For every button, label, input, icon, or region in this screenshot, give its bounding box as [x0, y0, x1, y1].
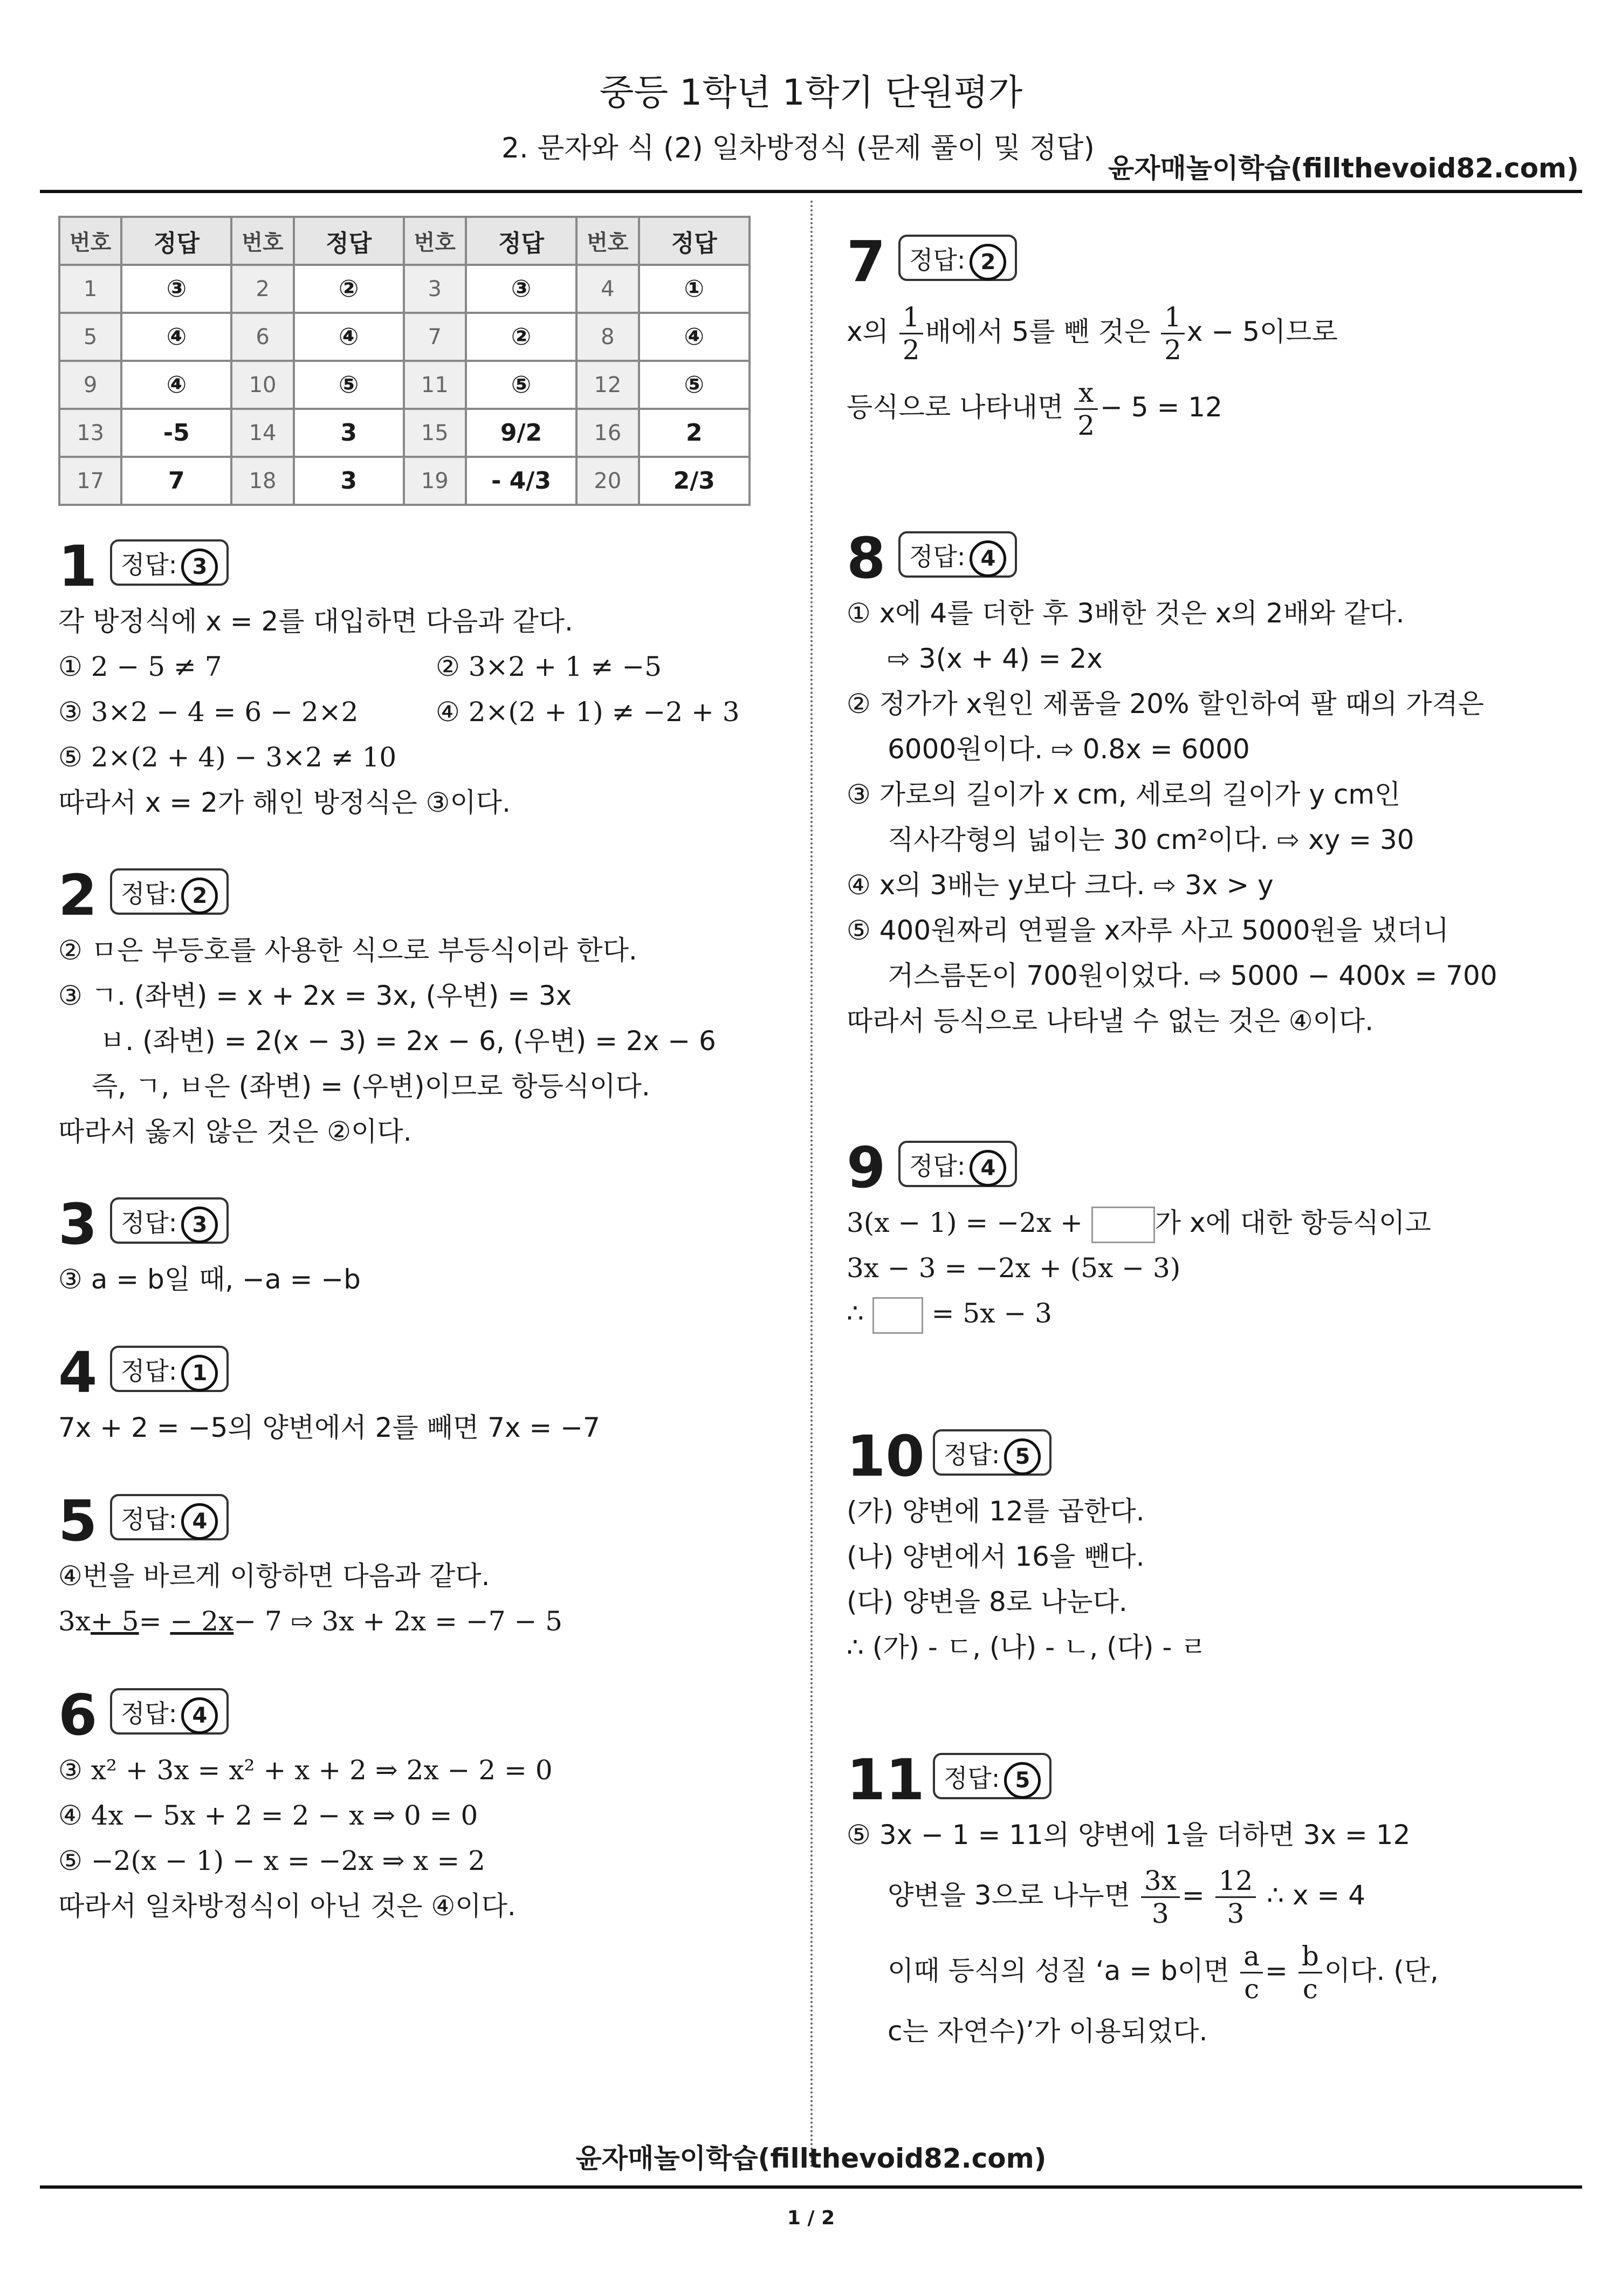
- denominator: 2: [1077, 410, 1095, 441]
- answer-value: ⑤: [294, 361, 404, 409]
- numerator: 3x: [1141, 1865, 1180, 1898]
- answer-circle: 4: [181, 1503, 218, 1540]
- solution-line: ⇨ 3(x + 4) = 2x: [888, 643, 1103, 674]
- answer-number: 10: [231, 361, 293, 409]
- header-divider: [40, 190, 1582, 193]
- numerator: 1: [1161, 301, 1185, 334]
- text-part: 이다. (단,: [1324, 1955, 1439, 1986]
- solution-line: 따라서 옳지 않은 것은 ②이다.: [58, 1116, 412, 1147]
- answer-number: 11: [404, 361, 466, 409]
- answer-number: 20: [576, 457, 638, 505]
- answer-circle: 5: [1004, 1762, 1041, 1799]
- table-row: [59, 457, 750, 505]
- header-brand: 윤자매놀이학습(fillthevoid82.com): [1108, 153, 1579, 184]
- answer-badge: [933, 1753, 1051, 1799]
- answer-value: 9/2: [466, 409, 576, 457]
- footer-brand: 윤자매놀이학습(fillthevoid82.com): [575, 2143, 1047, 2174]
- question-number: 3: [58, 1191, 98, 1257]
- solution-3: [58, 1192, 361, 1302]
- solution-line: ② ㅁ은 부등호를 사용한 식으로 부등식이라 한다.: [58, 935, 637, 966]
- text-part: =: [1181, 1880, 1213, 1911]
- answer-table: [58, 216, 751, 506]
- solution-4: [58, 1340, 600, 1450]
- answer-value: ④: [294, 313, 404, 361]
- answer-circle: 1: [181, 1355, 218, 1392]
- answer-circle: 4: [181, 1697, 218, 1734]
- answer-circle: 3: [181, 549, 218, 585]
- eq-part: − 7 ⇨ 3x + 2x = −7 − 5: [233, 1606, 563, 1637]
- text-part: 3(x − 1) = −2x +: [847, 1207, 1091, 1238]
- fraction: [1240, 1941, 1263, 2005]
- answer-value: ⑤: [639, 361, 750, 409]
- answer-number: 7: [404, 313, 466, 361]
- denominator: 2: [1164, 334, 1181, 366]
- answer-badge: [933, 1429, 1051, 1476]
- solution-line: ④ 4x − 5x + 2 = 2 − x ⇒ 0 = 0: [58, 1800, 478, 1831]
- answer-value: -5: [121, 409, 231, 457]
- solution-line: ④번을 바르게 이항하면 다음과 같다.: [58, 1560, 490, 1592]
- answer-label: 정답:: [909, 245, 966, 275]
- solution-line: [847, 1858, 1439, 1933]
- solution-5: [58, 1489, 562, 1644]
- question-number: 2: [58, 862, 98, 928]
- question-number: 9: [847, 1135, 886, 1201]
- numerator: b: [1298, 1941, 1322, 1973]
- solution-line: ∴ (가) - ㄷ, (나) - ㄴ, (다) - ㄹ: [847, 1632, 1207, 1663]
- option-1: ① 2 − 5 ≠ 7: [58, 651, 222, 682]
- answer-label: 정답:: [121, 1505, 177, 1534]
- answer-number: 16: [576, 409, 638, 457]
- solution-line: ⑤ 3x − 1 = 11의 양변에 1을 더하면 3x = 12: [847, 1819, 1411, 1850]
- answer-value: 3: [294, 457, 404, 505]
- answer-badge: [110, 539, 229, 586]
- page-title: 중등 1학년 1학기 단원평가: [599, 72, 1023, 113]
- eq-part: 3x: [58, 1606, 91, 1637]
- numerator: x: [1074, 377, 1098, 410]
- solution-line: [58, 1599, 562, 1644]
- option-5: ⑤ 2×(2 + 4) − 3×2 ≠ 10: [58, 742, 397, 773]
- solution-line: [58, 644, 740, 689]
- text-part: 양변을 3으로 나누면: [888, 1880, 1139, 1911]
- solution-line: ③ a = b일 때, −a = −b: [58, 1264, 361, 1295]
- answer-badge: [110, 868, 229, 915]
- text-part: x − 5이므로: [1186, 316, 1338, 347]
- answer-label: 정답:: [121, 550, 177, 579]
- col-ans-header: 정답: [294, 217, 404, 265]
- answer-badge: [898, 531, 1017, 578]
- fraction: [899, 301, 923, 366]
- table-row: [59, 313, 750, 361]
- solution-line: 따라서 일차방정식이 아닌 것은 ④이다.: [58, 1890, 516, 1922]
- solution-line: 7x + 2 = −5의 양변에서 2를 빼면 7x = −7: [58, 1412, 600, 1443]
- answer-number: 15: [404, 409, 466, 457]
- answer-label: 정답:: [944, 1440, 1000, 1469]
- text-part: =: [1265, 1955, 1296, 1986]
- page-subtitle: 2. 문자와 식 (2) 일차방정식 (문제 풀이 및 정답): [501, 132, 1095, 165]
- answer-circle: 2: [181, 878, 218, 914]
- col-ans-header: 정답: [639, 217, 750, 265]
- eq-part: =: [139, 1606, 170, 1637]
- solution-1: [58, 534, 740, 825]
- answer-badge: [110, 1346, 229, 1392]
- solution-line: 거스름돈이 700원이었다. ⇨ 5000 − 400x = 700: [888, 960, 1497, 991]
- question-number: 5: [58, 1488, 98, 1554]
- text-part: 이때 등식의 성질 ‘a = b이면: [888, 1955, 1239, 1986]
- answer-number: 19: [404, 457, 466, 505]
- answer-label: 정답:: [121, 1356, 177, 1386]
- solution-line: ③ ㄱ. (좌변) = x + 2x = 3x, (우변) = 3x: [58, 980, 572, 1011]
- solution-line: 따라서 x = 2가 해인 방정식은 ③이다.: [58, 787, 511, 818]
- solution-line: (다) 양변을 8로 나눈다.: [847, 1586, 1128, 1618]
- solution-line: ⑤ −2(x − 1) − x = −2x ⇒ x = 2: [58, 1845, 485, 1876]
- solution-line: 직사각형의 넓이는 30 cm²이다. ⇨ xy = 30: [888, 824, 1414, 855]
- solution-line: ㅂ. (좌변) = 2(x − 3) = 2x − 6, (우변) = 2x − 6: [99, 1025, 716, 1057]
- answer-value: ④: [121, 313, 231, 361]
- answer-number: 12: [576, 361, 638, 409]
- answer-table-header: [59, 217, 750, 265]
- text-part: − 5 = 12: [1100, 392, 1222, 423]
- answer-circle: 2: [970, 244, 1006, 280]
- solution-7: [847, 229, 1338, 445]
- solution-line: 따라서 등식으로 나타낼 수 없는 것은 ④이다.: [847, 1005, 1374, 1037]
- text-part: = 5x − 3: [931, 1298, 1052, 1329]
- numerator: a: [1240, 1941, 1263, 1973]
- text-part: x의: [847, 316, 897, 347]
- answer-value: 7: [121, 457, 231, 505]
- answer-number: 8: [576, 313, 638, 361]
- answer-number: 18: [231, 457, 293, 505]
- solution-8: [847, 526, 1497, 1044]
- solution-6: [58, 1683, 553, 1929]
- answer-label: 정답:: [944, 1764, 1000, 1793]
- table-row: [59, 409, 750, 457]
- fraction: [1298, 1941, 1322, 2005]
- fraction: [1141, 1865, 1180, 1929]
- answer-circle: 4: [970, 540, 1006, 577]
- answer-number: 1: [59, 265, 121, 313]
- answer-value: ⑤: [466, 361, 576, 409]
- answer-value: ③: [121, 265, 231, 313]
- solution-10: [847, 1424, 1207, 1670]
- question-number: 6: [58, 1682, 98, 1748]
- answer-number: 13: [59, 409, 121, 457]
- fraction: [1074, 377, 1098, 441]
- answer-circle: 4: [970, 1150, 1006, 1187]
- fraction: [1215, 1865, 1256, 1929]
- col-ans-header: 정답: [466, 217, 576, 265]
- text-part: ∴ x = 4: [1258, 1880, 1366, 1911]
- answer-number: 4: [576, 265, 638, 313]
- denominator: 3: [1152, 1898, 1169, 1929]
- question-number: 10: [847, 1423, 925, 1489]
- solution-line: ④ x의 3배는 y보다 크다. ⇨ 3x > y: [847, 869, 1274, 901]
- blank-box: [872, 1297, 923, 1334]
- solution-line: c는 자연수)’가 이용되었다.: [888, 2016, 1208, 2047]
- denominator: 3: [1227, 1898, 1245, 1929]
- answer-number: 17: [59, 457, 121, 505]
- answer-number: 3: [404, 265, 466, 313]
- solution-line: [847, 294, 1338, 369]
- answer-value: ②: [294, 265, 404, 313]
- fraction: [1161, 301, 1185, 366]
- answer-value: ③: [466, 265, 576, 313]
- col-ans-header: 정답: [121, 217, 231, 265]
- option-3: ③ 3×2 − 4 = 6 − 2×2: [58, 696, 359, 728]
- question-number: 8: [847, 525, 886, 591]
- answer-label: 정답:: [909, 1152, 966, 1181]
- answer-number: 5: [59, 313, 121, 361]
- answer-label: 정답:: [121, 879, 177, 908]
- question-number: 7: [847, 229, 886, 294]
- answer-circle: 5: [1004, 1438, 1041, 1475]
- solution-11: [847, 1747, 1439, 2054]
- question-number: 1: [58, 533, 98, 599]
- question-number: 11: [847, 1747, 925, 1813]
- therefore-symbol: ∴: [847, 1298, 872, 1329]
- answer-value: ②: [466, 313, 576, 361]
- question-number: 4: [58, 1340, 98, 1406]
- option-2: ② 3×2 + 1 ≠ −5: [436, 651, 662, 682]
- solution-line: (나) 양변에서 16을 뺀다.: [847, 1541, 1145, 1572]
- solution-line: 3x − 3 = −2x + (5x − 3): [847, 1252, 1181, 1284]
- answer-label: 정답:: [909, 542, 966, 571]
- solution-line: ② 정가가 x원인 제품을 20% 할인하여 팔 때의 가격은: [847, 688, 1484, 719]
- solution-line: ③ 가로의 길이가 x cm, 세로의 길이가 y cm인: [847, 779, 1401, 810]
- solution-line: [847, 369, 1338, 445]
- answer-circle: 3: [181, 1207, 218, 1243]
- solution-line: ① x에 4를 더한 후 3배한 것은 x의 2배와 같다.: [847, 598, 1405, 629]
- answer-value: ①: [639, 265, 750, 313]
- answer-badge: [898, 1141, 1017, 1187]
- text-part: 가 x에 대한 항등식이고: [1154, 1207, 1431, 1238]
- numerator: 12: [1215, 1865, 1256, 1898]
- answer-number: 6: [231, 313, 293, 361]
- solution-2: [58, 863, 716, 1154]
- page-number: 1 / 2: [787, 2207, 835, 2229]
- answer-value: 2/3: [639, 457, 750, 505]
- answer-value: ④: [121, 361, 231, 409]
- answer-badge: [110, 1688, 229, 1735]
- solution-line: 즉, ㄱ, ㅂ은 (좌변) = (우변)이므로 항등식이다.: [92, 1071, 650, 1102]
- solution-line: (가) 양변에 12를 곱한다.: [847, 1496, 1145, 1527]
- solution-9: [847, 1135, 1431, 1336]
- solution-line: 6000원이다. ⇨ 0.8x = 6000: [888, 734, 1250, 765]
- answer-value: 2: [639, 409, 750, 457]
- answer-number: 2: [231, 265, 293, 313]
- denominator: c: [1244, 1973, 1260, 2005]
- solution-line: ⑤ 400원짜리 연필을 x자루 사고 5000원을 냈더니: [847, 915, 1449, 946]
- eq-part-underlined: + 5: [91, 1606, 139, 1637]
- col-num-header: 번호: [231, 217, 293, 265]
- col-num-header: 번호: [576, 217, 638, 265]
- numerator: 1: [899, 301, 923, 334]
- blank-box: [1091, 1207, 1155, 1243]
- table-row: [59, 265, 750, 313]
- answer-value: 3: [294, 409, 404, 457]
- answer-value: ④: [639, 313, 750, 361]
- text-part: 등식으로 나타내면: [847, 392, 1073, 423]
- answer-number: 9: [59, 361, 121, 409]
- solution-line: [58, 689, 740, 735]
- eq-part-underlined: − 2x: [170, 1606, 234, 1637]
- answer-label: 정답:: [121, 1208, 177, 1237]
- answer-badge: [110, 1197, 229, 1244]
- col-num-header: 번호: [404, 217, 466, 265]
- answer-value: - 4/3: [466, 457, 576, 505]
- solution-line: ③ x² + 3x = x² + x + 2 ⇒ 2x − 2 = 0: [58, 1754, 553, 1786]
- answer-label: 정답:: [121, 1699, 177, 1728]
- option-4: ④ 2×(2 + 1) ≠ −2 + 3: [436, 696, 740, 728]
- footer-divider: [40, 2185, 1582, 2189]
- solution-line: [847, 1200, 1431, 1245]
- answer-badge: [110, 1494, 229, 1540]
- answer-number: 14: [231, 409, 293, 457]
- denominator: 2: [902, 334, 920, 366]
- table-row: [59, 361, 750, 409]
- solution-line: [847, 1933, 1439, 2009]
- answer-badge: [898, 235, 1017, 281]
- text-part: 배에서 5를 뺀 것은: [925, 316, 1159, 347]
- col-num-header: 번호: [59, 217, 121, 265]
- solution-line: 각 방정식에 x = 2를 대입하면 다음과 같다.: [58, 606, 573, 637]
- solution-line: [847, 1291, 1431, 1336]
- column-divider: [810, 201, 813, 2169]
- denominator: c: [1302, 1973, 1318, 2005]
